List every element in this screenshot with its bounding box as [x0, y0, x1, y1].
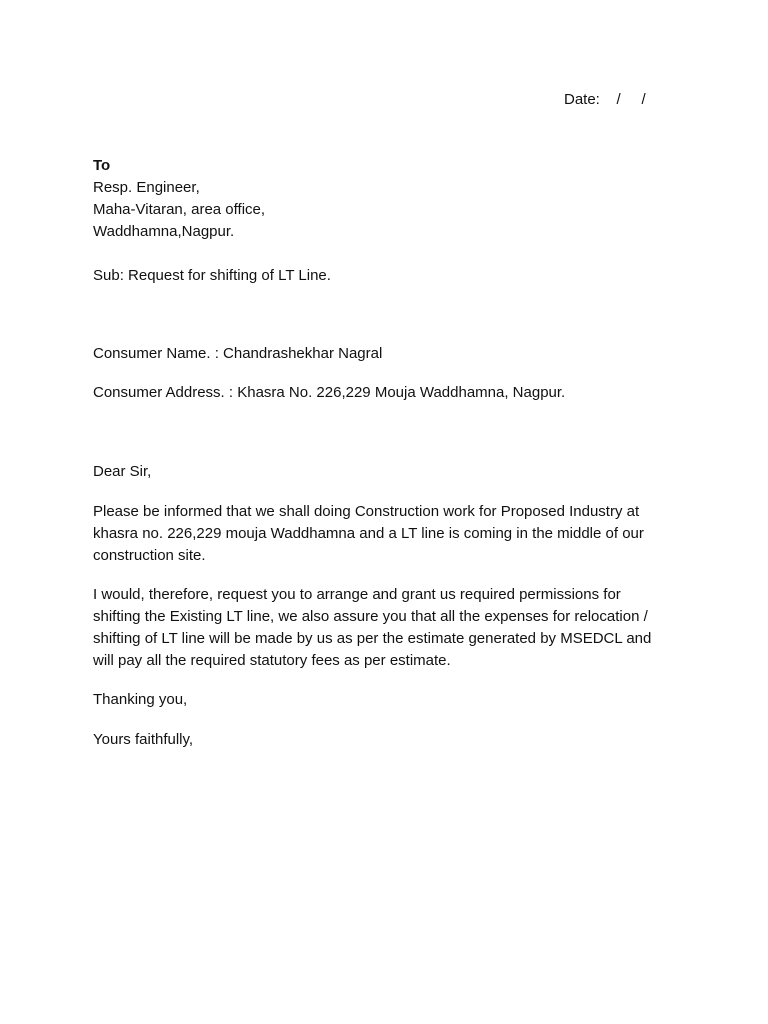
- consumer-address: [93, 382, 678, 404]
- body-paragraph-2: [93, 584, 678, 672]
- thanks-text: Thanking you,: [93, 691, 188, 708]
- consumer-name: [93, 343, 678, 365]
- salutation-text: Dear Sir,: [93, 463, 152, 480]
- closing-text: Yours faithfully,: [93, 731, 194, 748]
- recipient-line: Maha-Vitaran, area office,: [93, 201, 266, 218]
- paragraph-line: shifting the Existing LT line, we also assure you that all the expenses for relocation /: [93, 608, 648, 625]
- consumer-address-text: Consumer Address. : Khasra No. 226,229 Mouja Waddhamna, Nagpur.: [93, 384, 566, 401]
- paragraph-line: shifting of LT line will be made by us as per the estimate generated by MSEDCL and: [93, 630, 652, 647]
- paragraph-line: will pay all the required statutory fees as per estimate.: [93, 652, 451, 669]
- recipient-line: Resp. Engineer,: [93, 179, 200, 196]
- to-label: To: [93, 157, 111, 174]
- paragraph-line: khasra no. 226,229 mouja Waddhamna and a LT line is coming in the middle of our: [93, 525, 644, 542]
- subject-text: Sub: Request for shifting of LT Line.: [93, 267, 331, 284]
- salutation: [93, 461, 678, 483]
- recipient-block: [93, 155, 678, 243]
- paragraph-line: I would, therefore, request you to arrange and grant us required permissions for: [93, 586, 621, 603]
- date-line: Date: / /: [564, 91, 646, 108]
- paragraph-line: construction site.: [93, 547, 206, 564]
- consumer-name-text: Consumer Name. : Chandrashekhar Nagral: [93, 345, 383, 362]
- subject-line: [93, 265, 678, 287]
- thanks-line: [93, 689, 678, 711]
- closing-line: [93, 729, 678, 751]
- body-paragraph-1: [93, 501, 678, 567]
- paragraph-line: Please be informed that we shall doing Construction work for Proposed Industry at: [93, 503, 640, 520]
- recipient-line: Waddhamna,Nagpur.: [93, 223, 235, 240]
